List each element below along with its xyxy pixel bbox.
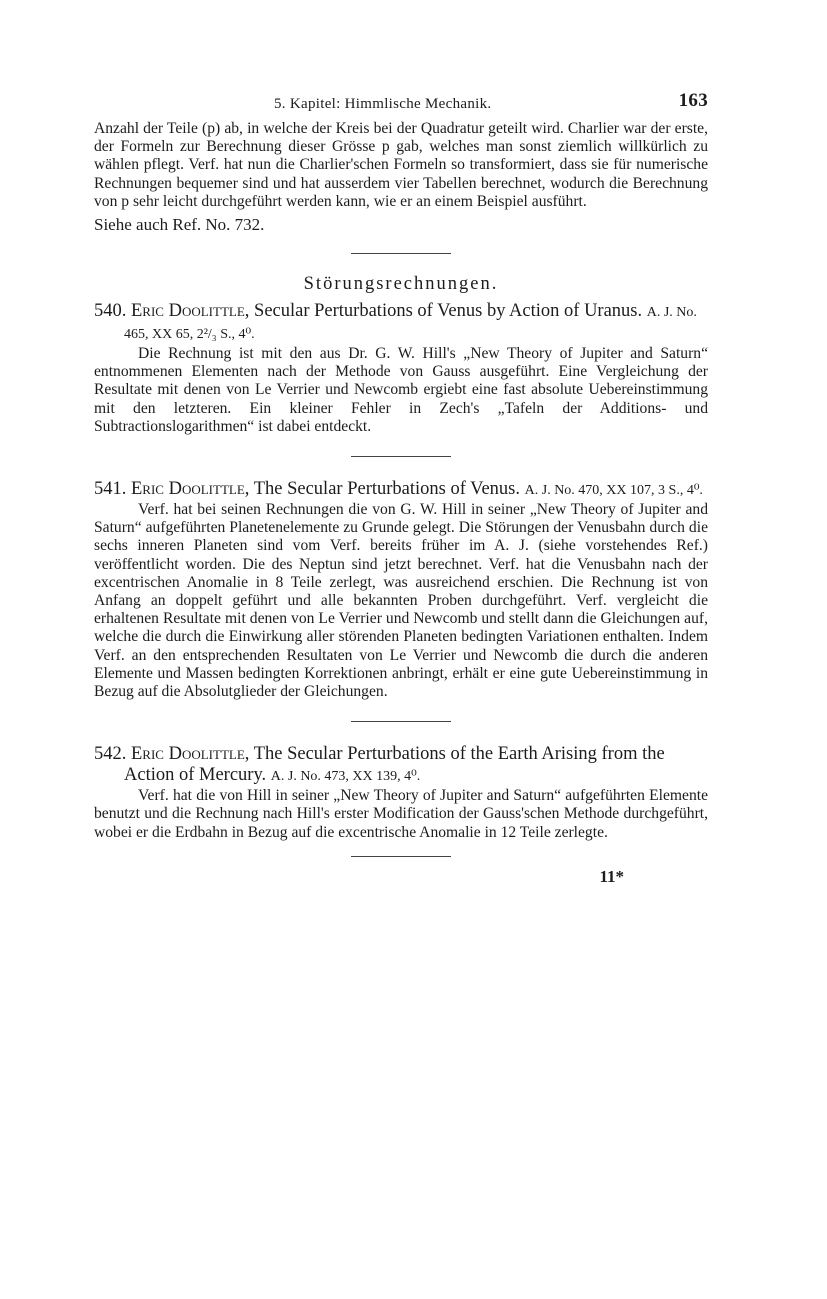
- entry-542: [94, 744, 708, 842]
- page: [94, 90, 708, 897]
- entry-body: Die Rechnung ist mit den aus Dr. G. W. Hill's „New Theory of Jupiter and Saturn“ entnommenen Elementen nach der Methode von Gauss ausgeführt. Eine Vergleichung der Resultate mit denen von Le Verrier und Newcomb ergiebt eine fast absolute Uebereinstimmung mit den letzteren. Ein kleiner Fehler in Zech's „Tafeln der Additions- und Subtractionslogarithmen“ ist dabei entdeckt.: [94, 345, 708, 435]
- intro-paragraph: Anzahl der Teile (p) ab, in welche der Kreis bei der Quadratur geteilt wird. Charlier war der erste, der Formeln zur Berechnung dieser Grösse p gab, welches man sonst ziemlich willkürlich zu wählen pflegt. Verf. hat nun die Charlier'schen Formeln so transformiert, dass sie für numerische Rechnungen bequemer sind und hat ausserdem vier Tabellen berechnet, wodurch die Berechnung von p sehr leicht durchgeführt werden kann, wie er an einem Beispiel ausführt.: [94, 120, 708, 210]
- entry-title: The Secular Perturbations of Venus.: [253, 479, 521, 500]
- divider-rule: [351, 721, 451, 722]
- entry-reference: A. J. No. 473, XX 139, 4⁰.: [270, 769, 421, 785]
- entry-reference: A. J. No. 470, XX 107, 3 S., 4⁰.: [524, 483, 703, 499]
- entry-title: The Secular Perturbations of the Earth Arising from the Action of Mercury.: [124, 744, 665, 786]
- section-title: Störungsrechnungen.: [303, 274, 499, 295]
- chapter-title: 5. Kapitel: Himmlische Mechanik.: [274, 96, 492, 112]
- entry-heading: [94, 744, 708, 787]
- entry-author: Eric Doolittle,: [131, 744, 250, 765]
- footer: [94, 867, 708, 897]
- divider-rule: [351, 856, 451, 857]
- page-number: 163: [678, 90, 708, 111]
- entry-540: [94, 301, 708, 436]
- entry-number: 542.: [94, 744, 127, 765]
- running-head: [94, 90, 708, 120]
- entry-heading: [94, 479, 708, 501]
- signature-mark: 11*: [599, 866, 624, 886]
- entry-body: Verf. hat bei seinen Rechnungen die von G. W. Hill in seiner „New Theory of Jupiter and Saturn“ aufgeführten Planetenelemente zu Grunde gelegt. Die Störungen der Venusbahn durch die sechs inneren Planeten sind vom Verf. bereits früher im A. J. (siehe vorstehendes Ref.) veröffentlicht worden. Die des Neptun sind jetzt berechnet. Verf. hat die Venusbahn nach der excentrischen Anomalie in 8 Teile zerlegt, was ausreichend erschien. Die Rechnung ist von Anfang an doppelt geführt und alle bekannten Proben durchgeführt. Verf. vergleicht die erhaltenen Resultate mit denen von Le Verrier und Newcomb und stellt dann die Gleichungen auf, welche die durch die Einwirkung aller störenden Planeten bedingten Variationen enthalten. Indem Verf. an den entsprechenden Resultaten von Le Verrier und Newcomb die durch die anderen Elemente und Massen bedingten Korrektionen anbringt, erhält er eine gute Uebereinstimmung in Bezug auf die Absolutglieder der Gleichungen.: [94, 501, 708, 701]
- divider-rule: [351, 456, 451, 457]
- entry-heading: [94, 301, 708, 345]
- entry-title: Secular Perturbations of Venus by Action of Uranus.: [254, 301, 643, 322]
- entry-reference: A. J. No. 465, XX 65, 2²/₃ S., 4⁰.: [124, 305, 697, 343]
- divider-rule: [351, 253, 451, 254]
- entry-body: Verf. hat die von Hill in seiner „New Theory of Jupiter and Saturn“ aufgeführten Elemente benutzt und die Rechnung nach Hill's erster Modification der Gauss'schen Methode durchgeführt, wobei er die Erdbahn in Bezug auf die excentrische Anomalie in 12 Teile zerlegte.: [94, 787, 708, 841]
- see-also-line: Siehe auch Ref. No. 732.: [94, 215, 265, 235]
- entry-number: 541.: [94, 479, 127, 500]
- entry-author: Eric Doolittle,: [131, 479, 250, 500]
- entry-541: [94, 479, 708, 701]
- entry-author: Eric Doolittle,: [131, 301, 250, 322]
- entry-number: 540.: [94, 301, 127, 322]
